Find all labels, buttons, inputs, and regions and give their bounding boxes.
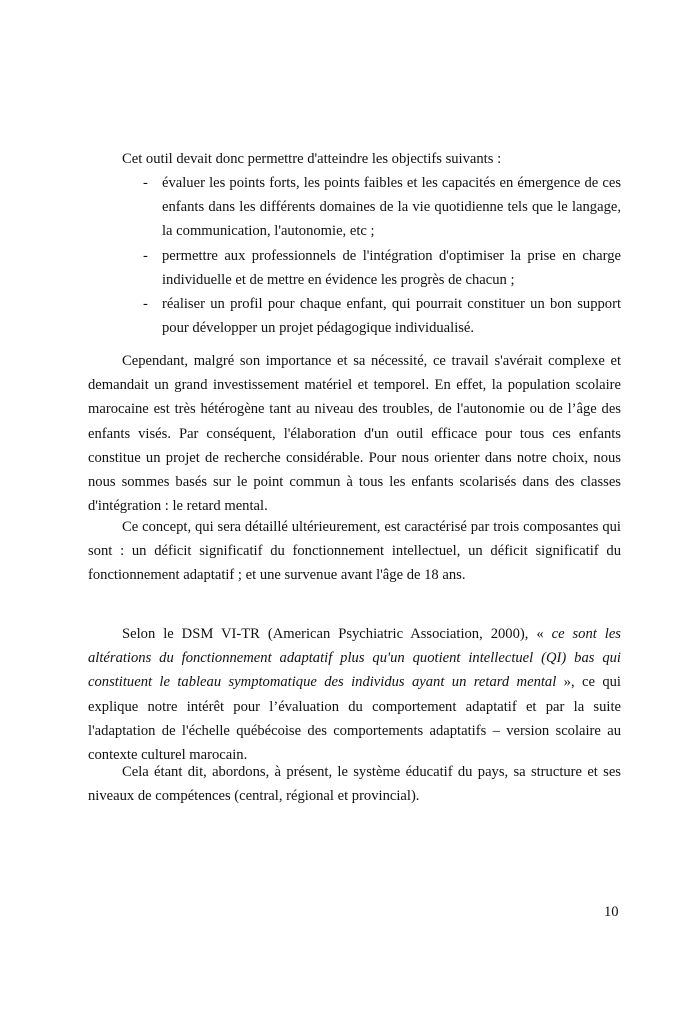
bullet-dash: -	[143, 175, 148, 191]
paragraph-cependant: Cependant, malgré son importance et sa nécessité, ce travail s'avérait complexe et demandait un grand investissement matériel et temporel. En effet, la population scolaire marocaine est très hétérogène tant au niveau des troubles, de l'autonomie ou de l’âge des enfants visés. Par conséquent, l'élaboration d'un outil efficace pour tous ces enfants constitue un projet de recherche considérable. Pour nous orienter dans notre choix, nous nous sommes basés sur le point commun à tous les enfants scolarisés dans des classes d'intégration : le retard mental.	[88, 353, 621, 515]
dsm-tail: », ce qui explique notre intérêt pour l’évaluation du comportement adaptatif et par la suite l'adaptation de l'échelle québécoise des comportements adaptatifs – version scolaire au contexte culturel marocain.	[88, 674, 621, 764]
objectives-intro: Cet outil devait donc permettre d'atteindre les objectifs suivants :	[122, 151, 502, 167]
objective-text: permettre aux professionnels de l'intégration d'optimiser la prise en charge individuelle et de mettre en évidence les progrès de chacun ;	[162, 247, 621, 288]
objective-text: réaliser un profil pour chaque enfant, qui pourrait constituer un bon support pour développer un projet pédagogique individualisé.	[162, 296, 621, 337]
objective-text: évaluer les points forts, les points faibles et les capacités en émergence de ces enfants dans les différents domaines de la vie quotidienne tels que le langage, la communication, l'autonomie, etc ;	[162, 175, 621, 240]
paragraph-concept: Ce concept, qui sera détaillé ultérieurement, est caractérisé par trois composantes qui sont : un déficit significatif du fonctionnement intellectuel, un déficit significatif du fonctionnement adaptatif ; et une survenue avant l'âge de 18 ans.	[88, 519, 621, 584]
list-item	[88, 244, 621, 292]
bullet-dash: -	[143, 247, 148, 264]
objectives-list	[88, 171, 621, 340]
page-number: 10	[604, 904, 619, 920]
paragraph-conclusion: Cela étant dit, abordons, à présent, le système éducatif du pays, sa structure et ses niveaux de compétences (central, régional et provincial).	[88, 764, 621, 805]
dsm-quote: ce sont les altérations du fonctionnement adaptatif plus qu'un quotient intellectuel (QI) bas qui constituent le tableau symptomatique des individus ayant un retard mental	[88, 626, 621, 691]
dsm-lead: Selon le DSM VI-TR (American Psychiatric Association, 2000), «	[122, 626, 552, 642]
list-item	[88, 292, 621, 340]
paragraph-dsm	[88, 622, 621, 767]
bullet-dash: -	[143, 296, 148, 313]
list-item	[88, 171, 621, 244]
